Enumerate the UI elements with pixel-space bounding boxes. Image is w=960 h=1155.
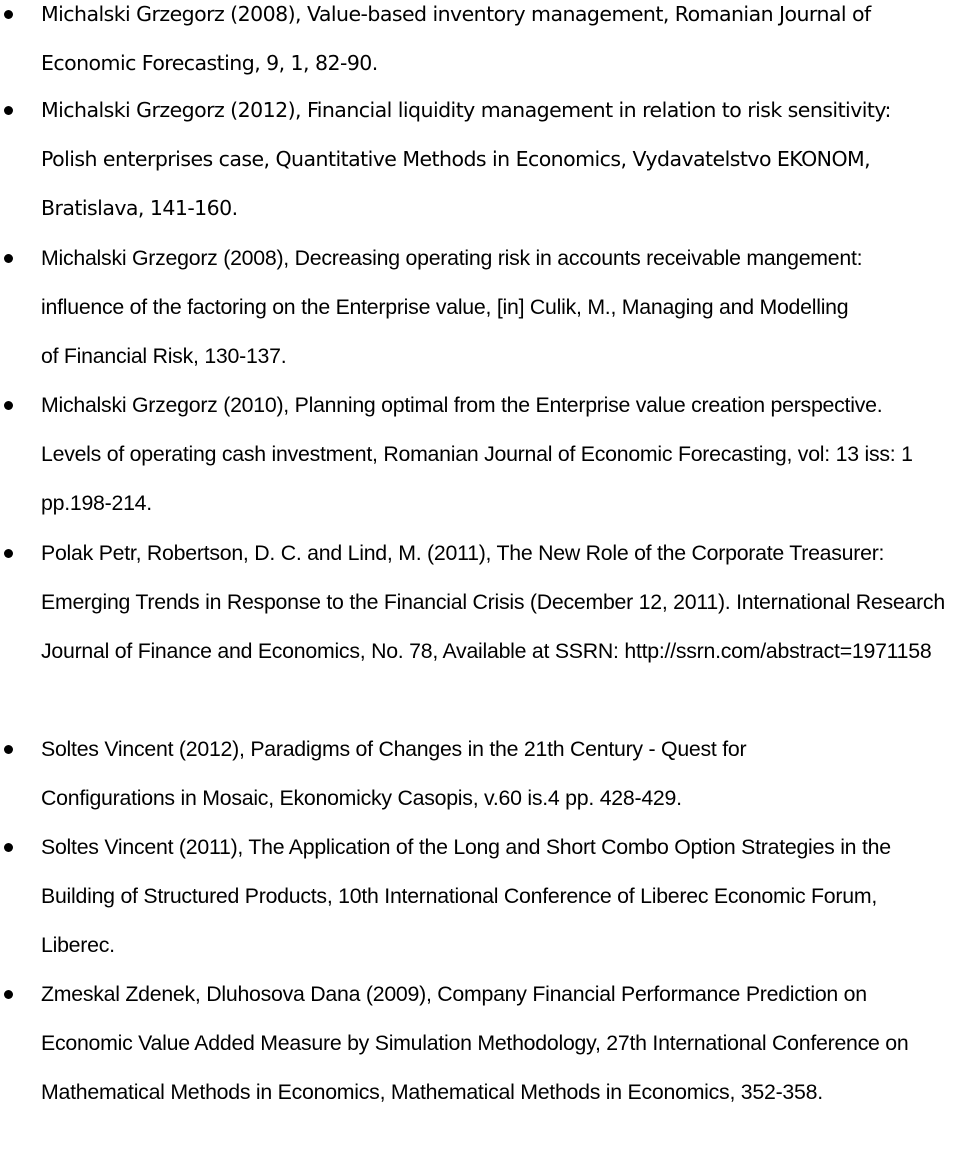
list-item: [0, 970, 960, 1155]
reference-text: Michalski Grzegorz (2012), Financial liquidity management in relation to risk sensitivity: Polish enterprises case, Quantitative Methods in Economics, Vydavatelstvo EKONOM, Bratislava, 141-160.: [41, 98, 891, 220]
bullet-icon: [4, 745, 13, 754]
reference-text: Soltes Vincent (2012), Paradigms of Changes in the 21th Century - Quest for Configurations in Mosaic, Ekonomicky Casopis, v.60 is.4 pp. 428-429.: [41, 737, 747, 810]
bullet-icon: [4, 990, 13, 999]
reference-text: Zmeskal Zdenek, Dluhosova Dana (2009), Company Financial Performance Prediction on Economic Value Added Measure by Simulation Methodology, 27th International Conference on Mathematical Methods in Economics, Mathematical Methods in Economics, 352-358.: [41, 982, 909, 1104]
list-item: [0, 234, 960, 381]
bullet-icon: [4, 549, 13, 558]
list-item: [0, 86, 960, 233]
list-item: [0, 529, 960, 725]
list-item: [0, 823, 960, 970]
bullet-icon: [4, 106, 13, 115]
reference-text: Polak Petr, Robertson, D. C. and Lind, M. (2011), The New Role of the Corporate Treasurer: Emerging Trends in Response to the Financial Crisis (December 12, 2011). International Research Journal of Finance and Economics, No. 78, Available at SSRN: http://ssrn.com/abstract=1971158: [41, 541, 945, 663]
reference-text: Michalski Grzegorz (2008), Decreasing operating risk in accounts receivable mangement: influence of the factoring on the Enterprise value, [in] Culik, M., Managing and Modelling of Financial Risk, 130-137.: [41, 246, 863, 368]
list-item: [0, 725, 960, 823]
reference-text: Michalski Grzegorz (2010), Planning optimal from the Enterprise value creation perspective. Levels of operating cash investment, Romanian Journal of Economic Forecasting, vol: 13 iss: 1 pp.198-214.: [41, 393, 913, 515]
reference-text: Soltes Vincent (2011), The Application of the Long and Short Combo Option Strategies in the Building of Structured Products, 10th International Conference of Liberec Economic Forum, Liberec.: [41, 835, 891, 957]
bullet-icon: [4, 843, 13, 852]
bullet-icon: [4, 10, 13, 19]
reference-text: Michalski Grzegorz (2008), Value-based inventory management, Romanian Journal of Economic Forecasting, 9, 1, 82-90.: [41, 2, 871, 75]
bullet-icon: [4, 401, 13, 410]
list-item: [0, 0, 960, 88]
bullet-icon: [4, 254, 13, 263]
list-item: [0, 381, 960, 528]
